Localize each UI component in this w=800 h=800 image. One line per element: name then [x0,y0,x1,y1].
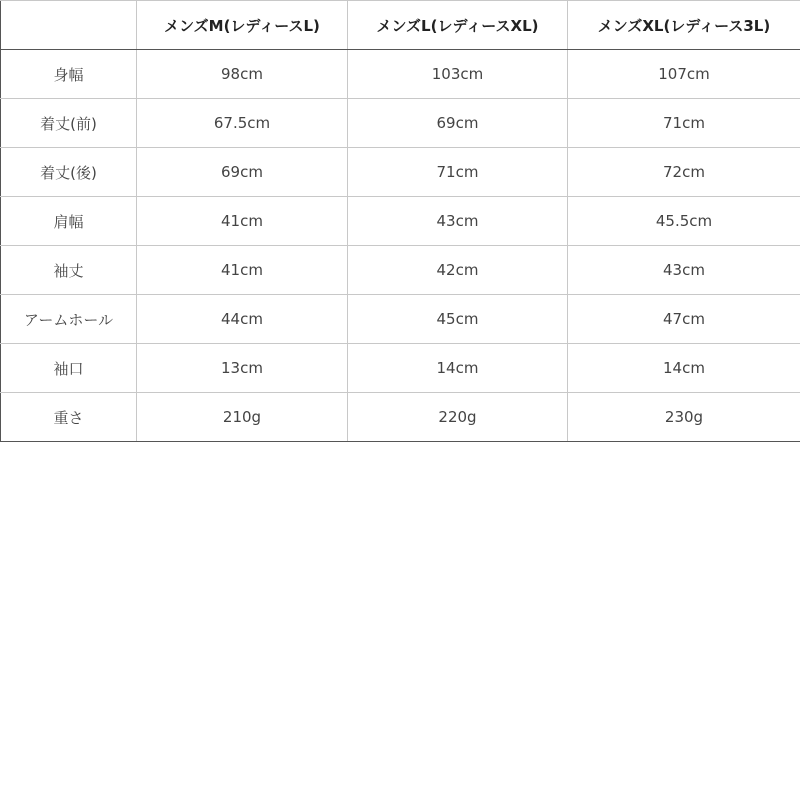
cell-size-xl: 47cm [568,295,800,344]
cell-size-m: 98cm [137,50,348,99]
header-size-l: メンズL(レディースXL) [348,1,568,50]
cell-size-xl: 230g [568,393,800,442]
cell-size-xl: 71cm [568,99,800,148]
table-row-sleeve-length [1,246,800,295]
header-size-xl: メンズXL(レディース3L) [568,1,800,50]
row-label: 身幅 [1,50,137,99]
cell-size-m: 41cm [137,246,348,295]
table-row-armhole [1,295,800,344]
cell-size-m: 67.5cm [137,99,348,148]
row-label: 重さ [1,393,137,442]
cell-size-xl: 43cm [568,246,800,295]
row-label: 着丈(後) [1,148,137,197]
header-size-m: メンズM(レディースL) [137,1,348,50]
cell-size-l: 45cm [348,295,568,344]
cell-size-l: 42cm [348,246,568,295]
cell-size-l: 103cm [348,50,568,99]
row-label: アームホール [1,295,137,344]
cell-size-l: 69cm [348,99,568,148]
cell-size-l: 14cm [348,344,568,393]
table-row-front-length [1,99,800,148]
row-label: 肩幅 [1,197,137,246]
row-label: 袖口 [1,344,137,393]
cell-size-xl: 14cm [568,344,800,393]
table-row-back-length [1,148,800,197]
row-label: 袖丈 [1,246,137,295]
row-label: 着丈(前) [1,99,137,148]
table-row-body-width [1,50,800,99]
cell-size-m: 13cm [137,344,348,393]
cell-size-xl: 72cm [568,148,800,197]
cell-size-m: 44cm [137,295,348,344]
cell-size-xl: 45.5cm [568,197,800,246]
header-corner [1,1,137,50]
cell-size-l: 220g [348,393,568,442]
cell-size-l: 71cm [348,148,568,197]
cell-size-l: 43cm [348,197,568,246]
cell-size-xl: 107cm [568,50,800,99]
cell-size-m: 210g [137,393,348,442]
header-row [1,1,800,50]
table-row-cuff [1,344,800,393]
cell-size-m: 41cm [137,197,348,246]
table-row-shoulder-width [1,197,800,246]
table-row-weight [1,393,800,442]
cell-size-m: 69cm [137,148,348,197]
